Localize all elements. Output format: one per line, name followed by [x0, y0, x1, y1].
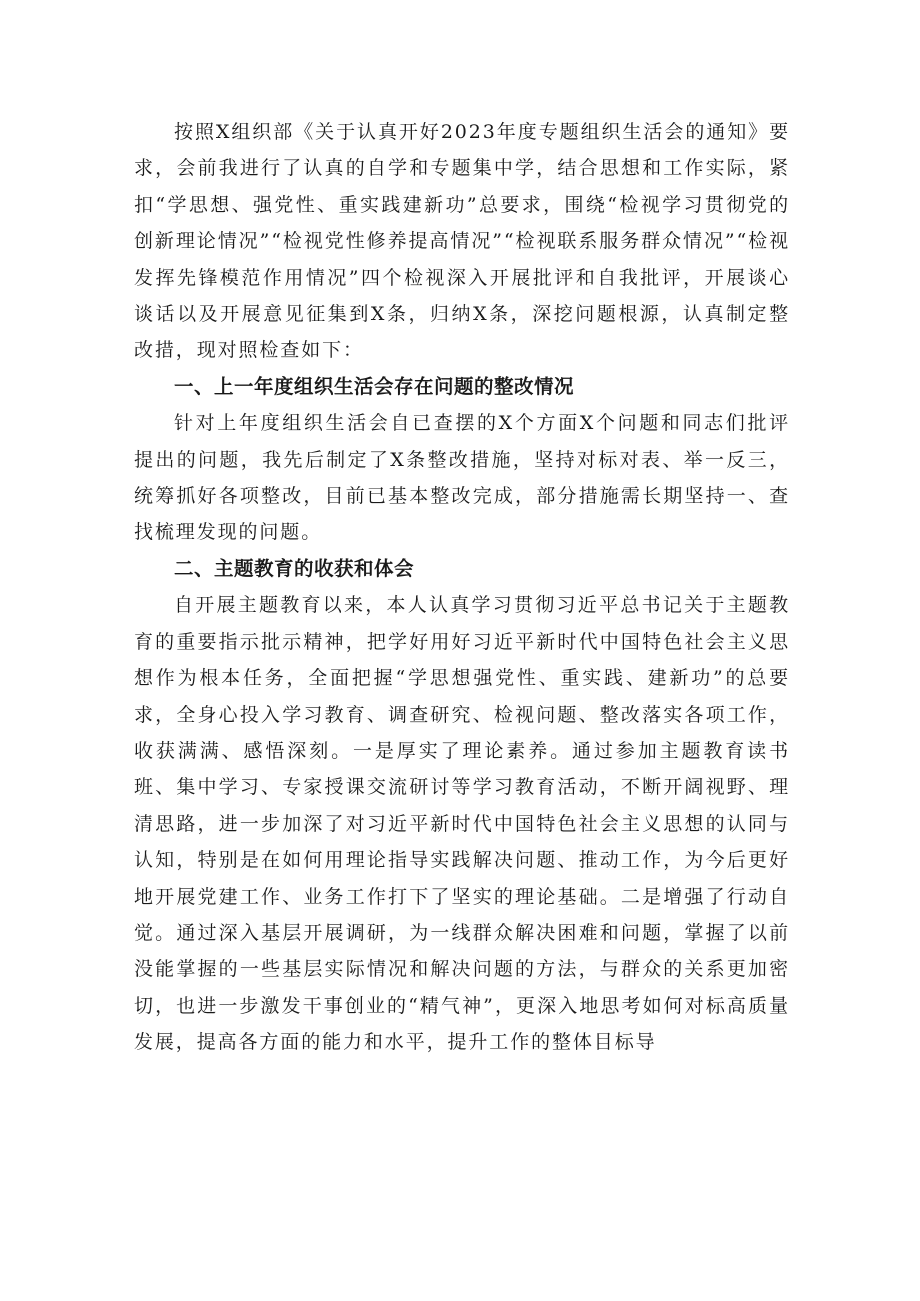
gains-paragraph: 自开展主题教育以来，本人认真学习贯彻习近平总书记关于主题教育的重要指示批示精神，把学好用好习近平新时代中国特色社会主义思想作为根本任务，全面把握“学思想强党性、重实践、建新功”的总要求，全身心投入学习教育、调查研究、检视问题、整改落实各项工作，收获满满、感悟深刻。一是厚实了理论素养。通过参加主题教育读书班、集中学习、专家授课交流研讨等学习教育活动，不断开阔视野、理清思路，进一步加深了对习近平新时代中国特色社会主义思想的认同与认知，特别是在如何用理论指导实践解决问题、推动工作，为今后更好地开展党建工作、业务工作打下了坚实的理论基础。二是增强了行动自觉。通过深入基层开展调研，为一线群众解决困难和问题，掌握了以前没能掌握的一些基层实际情况和解决问题的方法，与群众的关系更加密切，也进一步激发干事创业的“精气神”，更深入地思考如何对标高质量发展，提高各方面的能力和水平，提升工作的整体目标导 [134, 594, 790, 1054]
rectification-paragraph: 针对上年度组织生活会自已查摆的X个方面X个问题和同志们批评提出的问题，我先后制定了X条整改措施，坚持对标对表、举一反三，统筹抓好各项整改，目前已基本整改完成，部分措施需长期坚持一、查找梳理发现的问题。 [134, 412, 790, 544]
intro-paragraph: 按照X组织部《关于认真开好2023年度专题组织生活会的通知》要求，会前我进行了认真的自学和专题集中学，结合思想和工作实际，紧扣“学思想、强党性、重实践建新功”总要求，围绕“检视学习贯彻党的创新理论情况”“检视党性修养提高情况”“检视联系服务群众情况”“检视发挥先锋模范作用情况”四个检视深入开展批评和自我批评，开展谈心谈话以及开展意见征集到X条，归纳X条，深挖问题根源，认真制定整改措，现对照检查如下： [134, 121, 790, 362]
section-heading-2: 二、主题教育的收获和体会 [174, 556, 415, 580]
section-heading-1: 一、上一年度组织生活会存在问题的整改情况 [174, 374, 575, 398]
document-page [134, 114, 790, 1061]
